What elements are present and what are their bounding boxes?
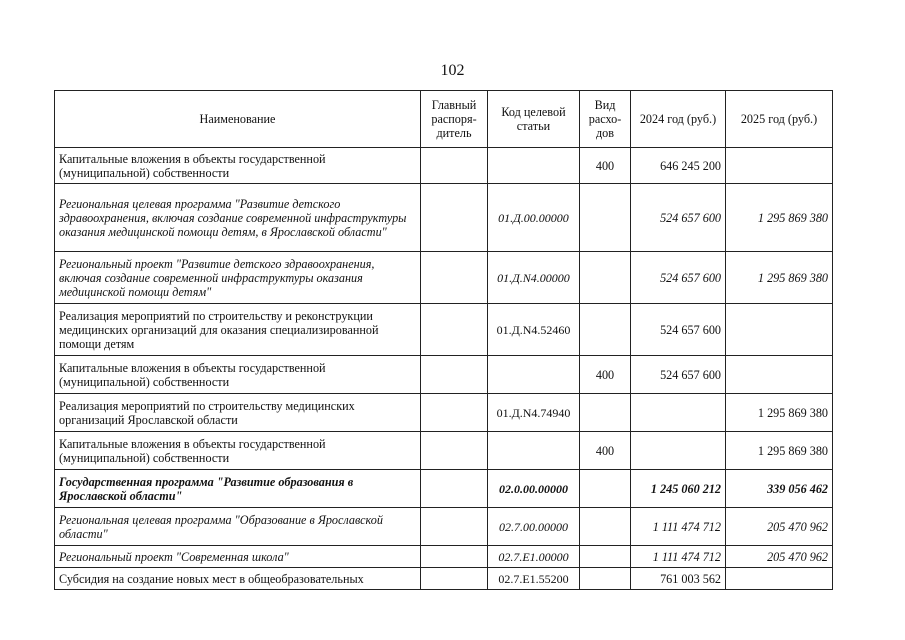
row-2024-cell: 524 657 600 bbox=[631, 356, 726, 394]
table-row bbox=[55, 470, 833, 508]
table-row bbox=[55, 546, 833, 568]
table-row bbox=[55, 148, 833, 184]
row-vid-cell: 400 bbox=[580, 148, 631, 184]
row-code-cell: 02.7.00.00000 bbox=[488, 508, 580, 546]
table-row bbox=[55, 252, 833, 304]
row-name-cell: Реализация мероприятий по строительству медицинских организаций Ярославской области bbox=[55, 394, 421, 432]
header-2024: 2024 год (руб.) bbox=[631, 91, 726, 148]
row-2024-cell: 1 111 474 712 bbox=[631, 508, 726, 546]
row-code-cell: 01.Д.00.00000 bbox=[488, 184, 580, 252]
row-vid-cell: 400 bbox=[580, 432, 631, 470]
row-vid-cell bbox=[580, 546, 631, 568]
row-2025-cell: 1 295 869 380 bbox=[726, 252, 833, 304]
row-vid-cell bbox=[580, 568, 631, 590]
row-vid-cell: 400 bbox=[580, 356, 631, 394]
row-manager-cell bbox=[421, 568, 488, 590]
row-code-cell: 02.7.E1.55200 bbox=[488, 568, 580, 590]
row-vid-cell bbox=[580, 304, 631, 356]
row-2024-cell: 524 657 600 bbox=[631, 304, 726, 356]
row-code-cell: 02.7.E1.00000 bbox=[488, 546, 580, 568]
row-name-cell: Региональный проект "Современная школа" bbox=[55, 546, 421, 568]
row-code-cell: 02.0.00.00000 bbox=[488, 470, 580, 508]
row-2024-cell: 761 003 562 bbox=[631, 568, 726, 590]
row-2025-cell bbox=[726, 356, 833, 394]
row-2025-cell: 1 295 869 380 bbox=[726, 432, 833, 470]
row-manager-cell bbox=[421, 546, 488, 568]
row-2024-cell: 524 657 600 bbox=[631, 252, 726, 304]
row-2025-cell: 205 470 962 bbox=[726, 546, 833, 568]
table-row bbox=[55, 304, 833, 356]
budget-table bbox=[54, 90, 833, 590]
row-name-cell: Субсидия на создание новых мест в общеобразовательных bbox=[55, 568, 421, 590]
header-2025: 2025 год (руб.) bbox=[726, 91, 833, 148]
row-2024-cell: 646 245 200 bbox=[631, 148, 726, 184]
table-row bbox=[55, 568, 833, 590]
page-number: 102 bbox=[440, 62, 465, 79]
header-manager: Главный распоря-дитель bbox=[421, 91, 488, 148]
row-vid-cell bbox=[580, 394, 631, 432]
row-name-cell: Региональный проект "Развитие детского здравоохранения, включая создание современной инфраструктуры оказания медицинской помощи детям" bbox=[55, 252, 421, 304]
row-manager-cell bbox=[421, 184, 488, 252]
table-row bbox=[55, 394, 833, 432]
row-vid-cell bbox=[580, 508, 631, 546]
row-code-cell bbox=[488, 148, 580, 184]
row-name-cell: Государственная программа "Развитие образования в Ярославской области" bbox=[55, 470, 421, 508]
row-2025-cell: 339 056 462 bbox=[726, 470, 833, 508]
header-code: Код целевой статьи bbox=[488, 91, 580, 148]
row-manager-cell bbox=[421, 508, 488, 546]
row-manager-cell bbox=[421, 304, 488, 356]
row-manager-cell bbox=[421, 394, 488, 432]
row-name-cell: Капитальные вложения в объекты государственной (муниципальной) собственности bbox=[55, 432, 421, 470]
row-code-cell bbox=[488, 356, 580, 394]
row-manager-cell bbox=[421, 356, 488, 394]
row-code-cell: 01.Д.N4.74940 bbox=[488, 394, 580, 432]
row-2025-cell: 1 295 869 380 bbox=[726, 394, 833, 432]
row-manager-cell bbox=[421, 148, 488, 184]
row-2025-cell: 1 295 869 380 bbox=[726, 184, 833, 252]
table-header-row bbox=[55, 91, 833, 148]
row-name-cell: Капитальные вложения в объекты государственной (муниципальной) собственности bbox=[55, 148, 421, 184]
row-2025-cell bbox=[726, 304, 833, 356]
header-vid: Вид расхо-дов bbox=[580, 91, 631, 148]
row-vid-cell bbox=[580, 252, 631, 304]
row-name-cell: Региональная целевая программа "Образование в Ярославской области" bbox=[55, 508, 421, 546]
row-2025-cell bbox=[726, 568, 833, 590]
table-row bbox=[55, 432, 833, 470]
row-2024-cell: 1 245 060 212 bbox=[631, 470, 726, 508]
row-2025-cell bbox=[726, 148, 833, 184]
row-manager-cell bbox=[421, 252, 488, 304]
table-row bbox=[55, 184, 833, 252]
table-row bbox=[55, 356, 833, 394]
row-manager-cell bbox=[421, 470, 488, 508]
row-name-cell: Региональная целевая программа "Развитие детского здравоохранения, включая создание современной инфраструктуры оказания медицинской помощи детям, в Ярославской области" bbox=[55, 184, 421, 252]
row-2024-cell bbox=[631, 394, 726, 432]
header-name: Наименование bbox=[55, 91, 421, 148]
row-name-cell: Капитальные вложения в объекты государственной (муниципальной) собственности bbox=[55, 356, 421, 394]
row-name-cell: Реализация мероприятий по строительству и реконструкции медицинских организаций для оказания специализированной помощи детям bbox=[55, 304, 421, 356]
row-vid-cell bbox=[580, 184, 631, 252]
row-code-cell bbox=[488, 432, 580, 470]
table-row bbox=[55, 508, 833, 546]
row-manager-cell bbox=[421, 432, 488, 470]
row-2025-cell: 205 470 962 bbox=[726, 508, 833, 546]
row-code-cell: 01.Д.N4.52460 bbox=[488, 304, 580, 356]
row-vid-cell bbox=[580, 470, 631, 508]
row-code-cell: 01.Д.N4.00000 bbox=[488, 252, 580, 304]
row-2024-cell bbox=[631, 432, 726, 470]
row-2024-cell: 524 657 600 bbox=[631, 184, 726, 252]
row-2024-cell: 1 111 474 712 bbox=[631, 546, 726, 568]
